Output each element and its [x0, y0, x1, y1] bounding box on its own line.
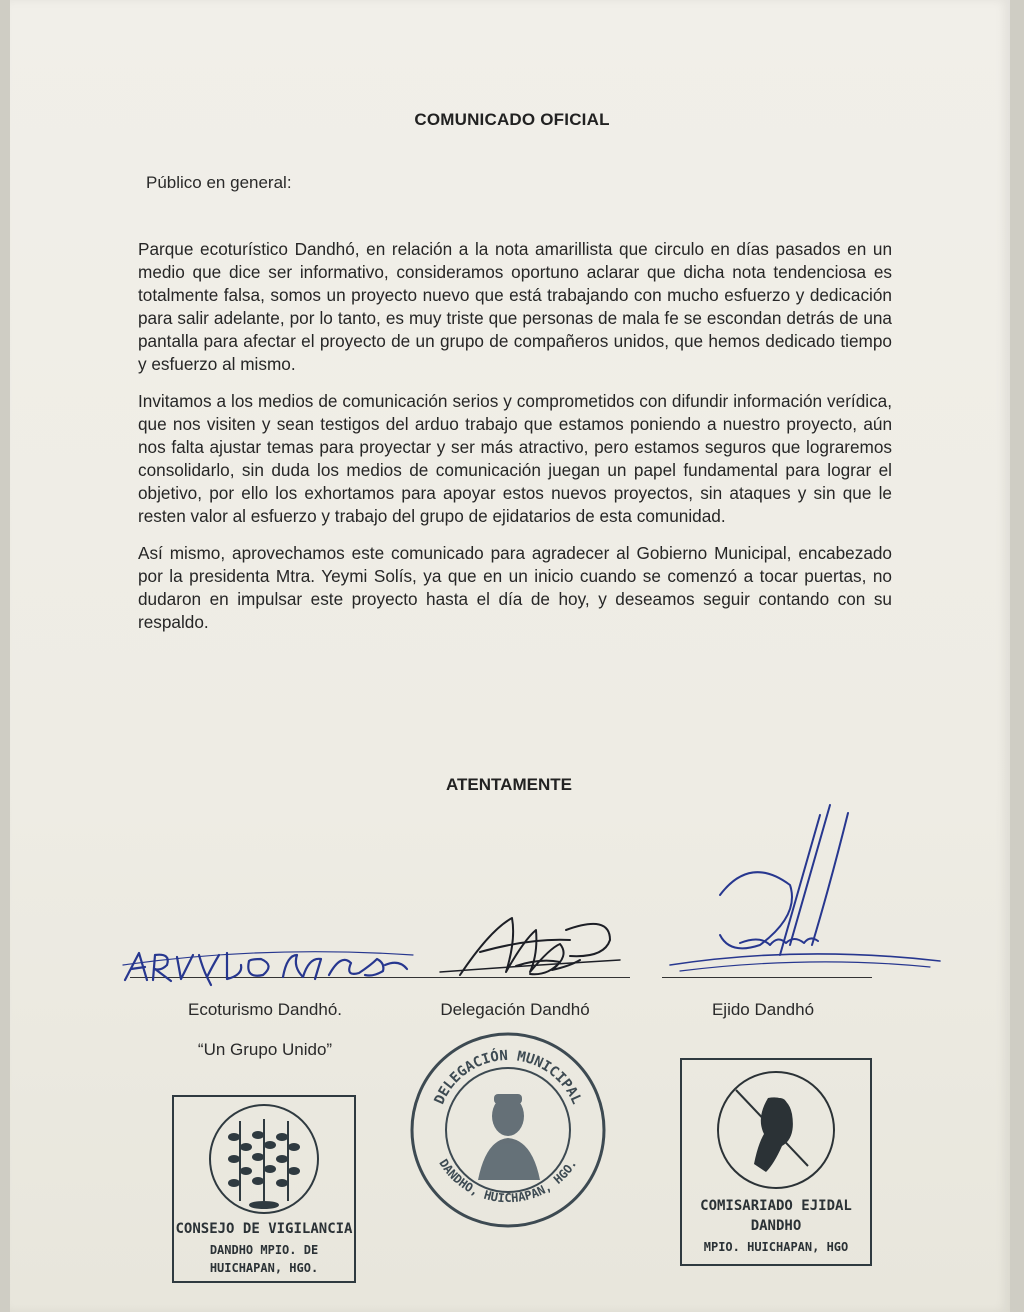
signature-delegacion-icon: [420, 900, 630, 990]
stamp-text: DANDHO MPIO. DE: [209, 1243, 319, 1257]
document-body: [138, 238, 892, 648]
stamp-text: DANDHO: [750, 1218, 802, 1234]
signature-ejido-icon: [660, 795, 950, 985]
stamp-delegacion-municipal: [408, 1030, 608, 1230]
signature-ecoturismo-icon: [115, 925, 415, 995]
signatory-name-ejido: Ejido Dandhó: [711, 1000, 815, 1019]
signatory-name-ecoturismo: Ecoturismo Dandhó.: [187, 1000, 343, 1019]
stamp-text: DELEGACIÓN MUNICIPAL: [431, 1047, 585, 1107]
stamp-text: COMISARIADO EJIDAL: [700, 1198, 852, 1214]
paragraph: Invitamos a los medios de comunicación serios y comprometidos con difundir información verídica, que nos visiten y sean testigos del arduo trabajo que estamos poniendo a nuestro proyecto, aún nos falta ajustar temas para proyectar y ser más atractivo, pero estamos seguros que lograremos consolidarlo, sin duda los medios de comunicación juegan un papel fundamental para lograr el objetivo, por ello los exhortamos para apoyar estos nuevos proyectos, sin ataques y sin que le resten valor al esfuerzo y trabajo del grupo de ejidatarios de esta comunidad.: [138, 391, 892, 526]
stamp-text: MPIO. HUICHAPAN, HGO: [703, 1240, 849, 1254]
document-title: COMUNICADO OFICIAL: [414, 110, 610, 129]
signatory-motto-ecoturismo: “Un Grupo Unido”: [197, 1040, 333, 1059]
stamp-comisariado-ejidal: [680, 1058, 872, 1266]
stamp-text: HUICHAPAN, HGO.: [209, 1261, 319, 1275]
greeting: Público en general:: [146, 173, 292, 192]
corn-plants-icon: [192, 1101, 336, 1219]
emblem-icon: [708, 1068, 844, 1192]
stamp-text: DANDHO, HUICHAPAN, HGO.: [436, 1156, 580, 1206]
stamp-consejo-vigilancia: [172, 1095, 356, 1283]
stamp-text: CONSEJO DE VIGILANCIA: [175, 1221, 353, 1237]
paragraph: Así mismo, aprovechamos este comunicado para agradecer al Gobierno Municipal, encabezado por la presidenta Mtra. Yeymi Solís, ya que en un inicio cuando se comenzó a tocar puertas, no dudaron en impulsar este proyecto hasta el día de hoy, y deseamos seguir contando con su respaldo.: [138, 543, 892, 632]
signatory-name-delegacion: Delegación Dandhó: [440, 1000, 590, 1019]
closing-atentamente: ATENTAMENTE: [446, 775, 572, 794]
paragraph: Parque ecoturístico Dandhó, en relación a la nota amarillista que circulo en días pasados en un medio que dice ser informativo, consideramos oportuno aclarar que dicha nota tendenciosa es totalmente falsa, somos un proyecto nuevo que está trabajando con mucho esfuerzo y dedicación para salir adelante, por lo tanto, es muy triste que personas de mala fe se escondan detrás de una pantalla para afectar el proyecto de un grupo de compañeros unidos, que hemos dedicado tiempo y esfuerzo al mismo.: [138, 239, 892, 374]
